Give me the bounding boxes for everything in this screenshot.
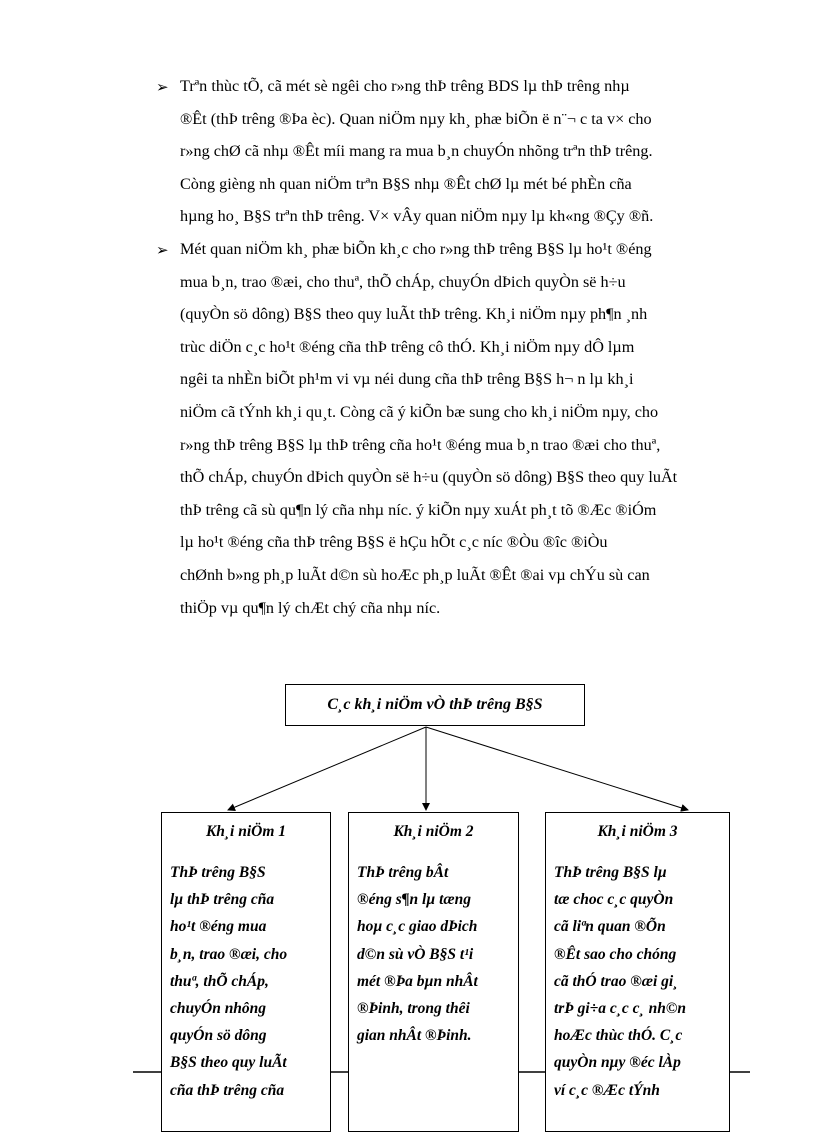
concept-box-3 (545, 812, 730, 1132)
bullet-item (156, 233, 750, 624)
concept-box-title: Kh¸i niÖm 3 (597, 823, 678, 840)
concept-box-title: Kh¸i niÖm 2 (393, 823, 474, 840)
diagram-title: C¸c kh¸i niÖm vÒ thÞ trêng B§S (327, 696, 543, 713)
concept-box-body: ThÞ trêng bÂt ®éng s¶n lµ tæng hoµ c¸c giao dÞich d©n sù vÒ B§S t¹i mét ®Þa bµn nhÂt ®Þinh, trong thêi gian nhÂt ®Þinh. (357, 864, 478, 1045)
connector-arrow-left (228, 727, 426, 810)
bullet-text: Mét quan niÖm kh¸ phæ biÕn kh¸c cho r»ng thÞ trêng B§S lµ ho¹t ®éng mua b¸n, trao ®æi, cho thuª, thÕ chÁp, chuyÓn dÞich quyÒn së h÷u (quyÒn sö dông) B§S theo quy luÃt thÞ trêng. Kh¸i niÖm nµy ph¶n ¸nh trùc diÖn c¸c ho¹t ®éng cña thÞ trêng cô thÓ. Kh¸i niÖm nµy dÔ lµm ngêi ta nhÈn biÕt ph¹m vi vµ néi dung cña thÞ trêng B§S h¬ n lµ kh¸i niÖm cã tÝnh kh¸i qu¸t. Còng cã ý kiÕn bæ sung cho kh¸i niÖm nµy, cho r»ng thÞ trêng B§S lµ thÞ trêng cña ho¹t ®éng mua b¸n trao ®æi cho thuª, thÕ chÁp, chuyÓn dÞich quyÒn së h÷u (quyÒn sö dông) B§S theo quy luÃt thÞ trêng cã sù qu¶n lý cña nhµ níc. ý kiÕn nµy xuÁt ph¸t tõ ®Æc ®iÓm lµ ho¹t ®éng cña thÞ trêng B§S ë hÇu hÕt c¸c níc ®Òu ®îc ®iÒu chØnh b»ng ph¸p luÃt d©n sù hoÆc ph¸p luÃt ®Êt ®ai vµ chÝu sù can thiÖp vµ qu¶n lý chÆt chý cña nhµ níc. (180, 239, 678, 617)
diagram-title-box (285, 684, 585, 726)
bullet-text: Trªn thùc tÕ, cã mét sè ngêi cho r»ng thÞ trêng BDS lµ thÞ trêng nhµ ®Êt (thÞ trêng ®Þa èc). Quan niÖm nµy kh¸ phæ biÕn ë n¨¬ c ta v× cho r»ng chØ cã nhµ ®Êt míi mang ra mua b¸n chuyÓn nhõng trªn thÞ trêng. Còng gièng nh quan niÖm trªn B§S nhµ ®Êt chØ lµ mét bé phÈn cña hµng ho¸ B§S trªn thÞ trêng. V× vÂy quan niÖm nµy lµ kh«ng ®Çy ®ñ. (180, 77, 654, 226)
concept-box-2 (348, 812, 519, 1132)
connector-arrow-right (426, 727, 688, 810)
concept-box-1 (161, 812, 331, 1132)
concept-box-body: ThÞ trêng B§S lµ tæ choc c¸c quyÒn cã liªn quan ®Õn ®Êt sao cho chóng cã thÓ trao ®æi gi¸ trÞ gi÷a c¸c c¸ nh©n hoÆc thùc thÓ. C¸c quyÒn nµy ®éc lÀp ví c¸c ®Æc tÝnh (554, 864, 687, 1099)
bullet-list (156, 70, 750, 624)
arrow-bullet-icon: ➢ (156, 78, 169, 96)
concept-box-body: ThÞ trêng B§S lµ thÞ trêng cña ho¹t ®éng mua b¸n, trao ®æi, cho thuª, thÕ chÁp, chuyÓn nhông quyÓn sö dông B§S theo quy luÃt cña thÞ trêng cña (170, 864, 288, 1099)
concept-box-title: Kh¸i niÖm 1 (205, 823, 287, 840)
arrow-bullet-icon: ➢ (156, 240, 169, 259)
bullet-item (156, 70, 750, 233)
